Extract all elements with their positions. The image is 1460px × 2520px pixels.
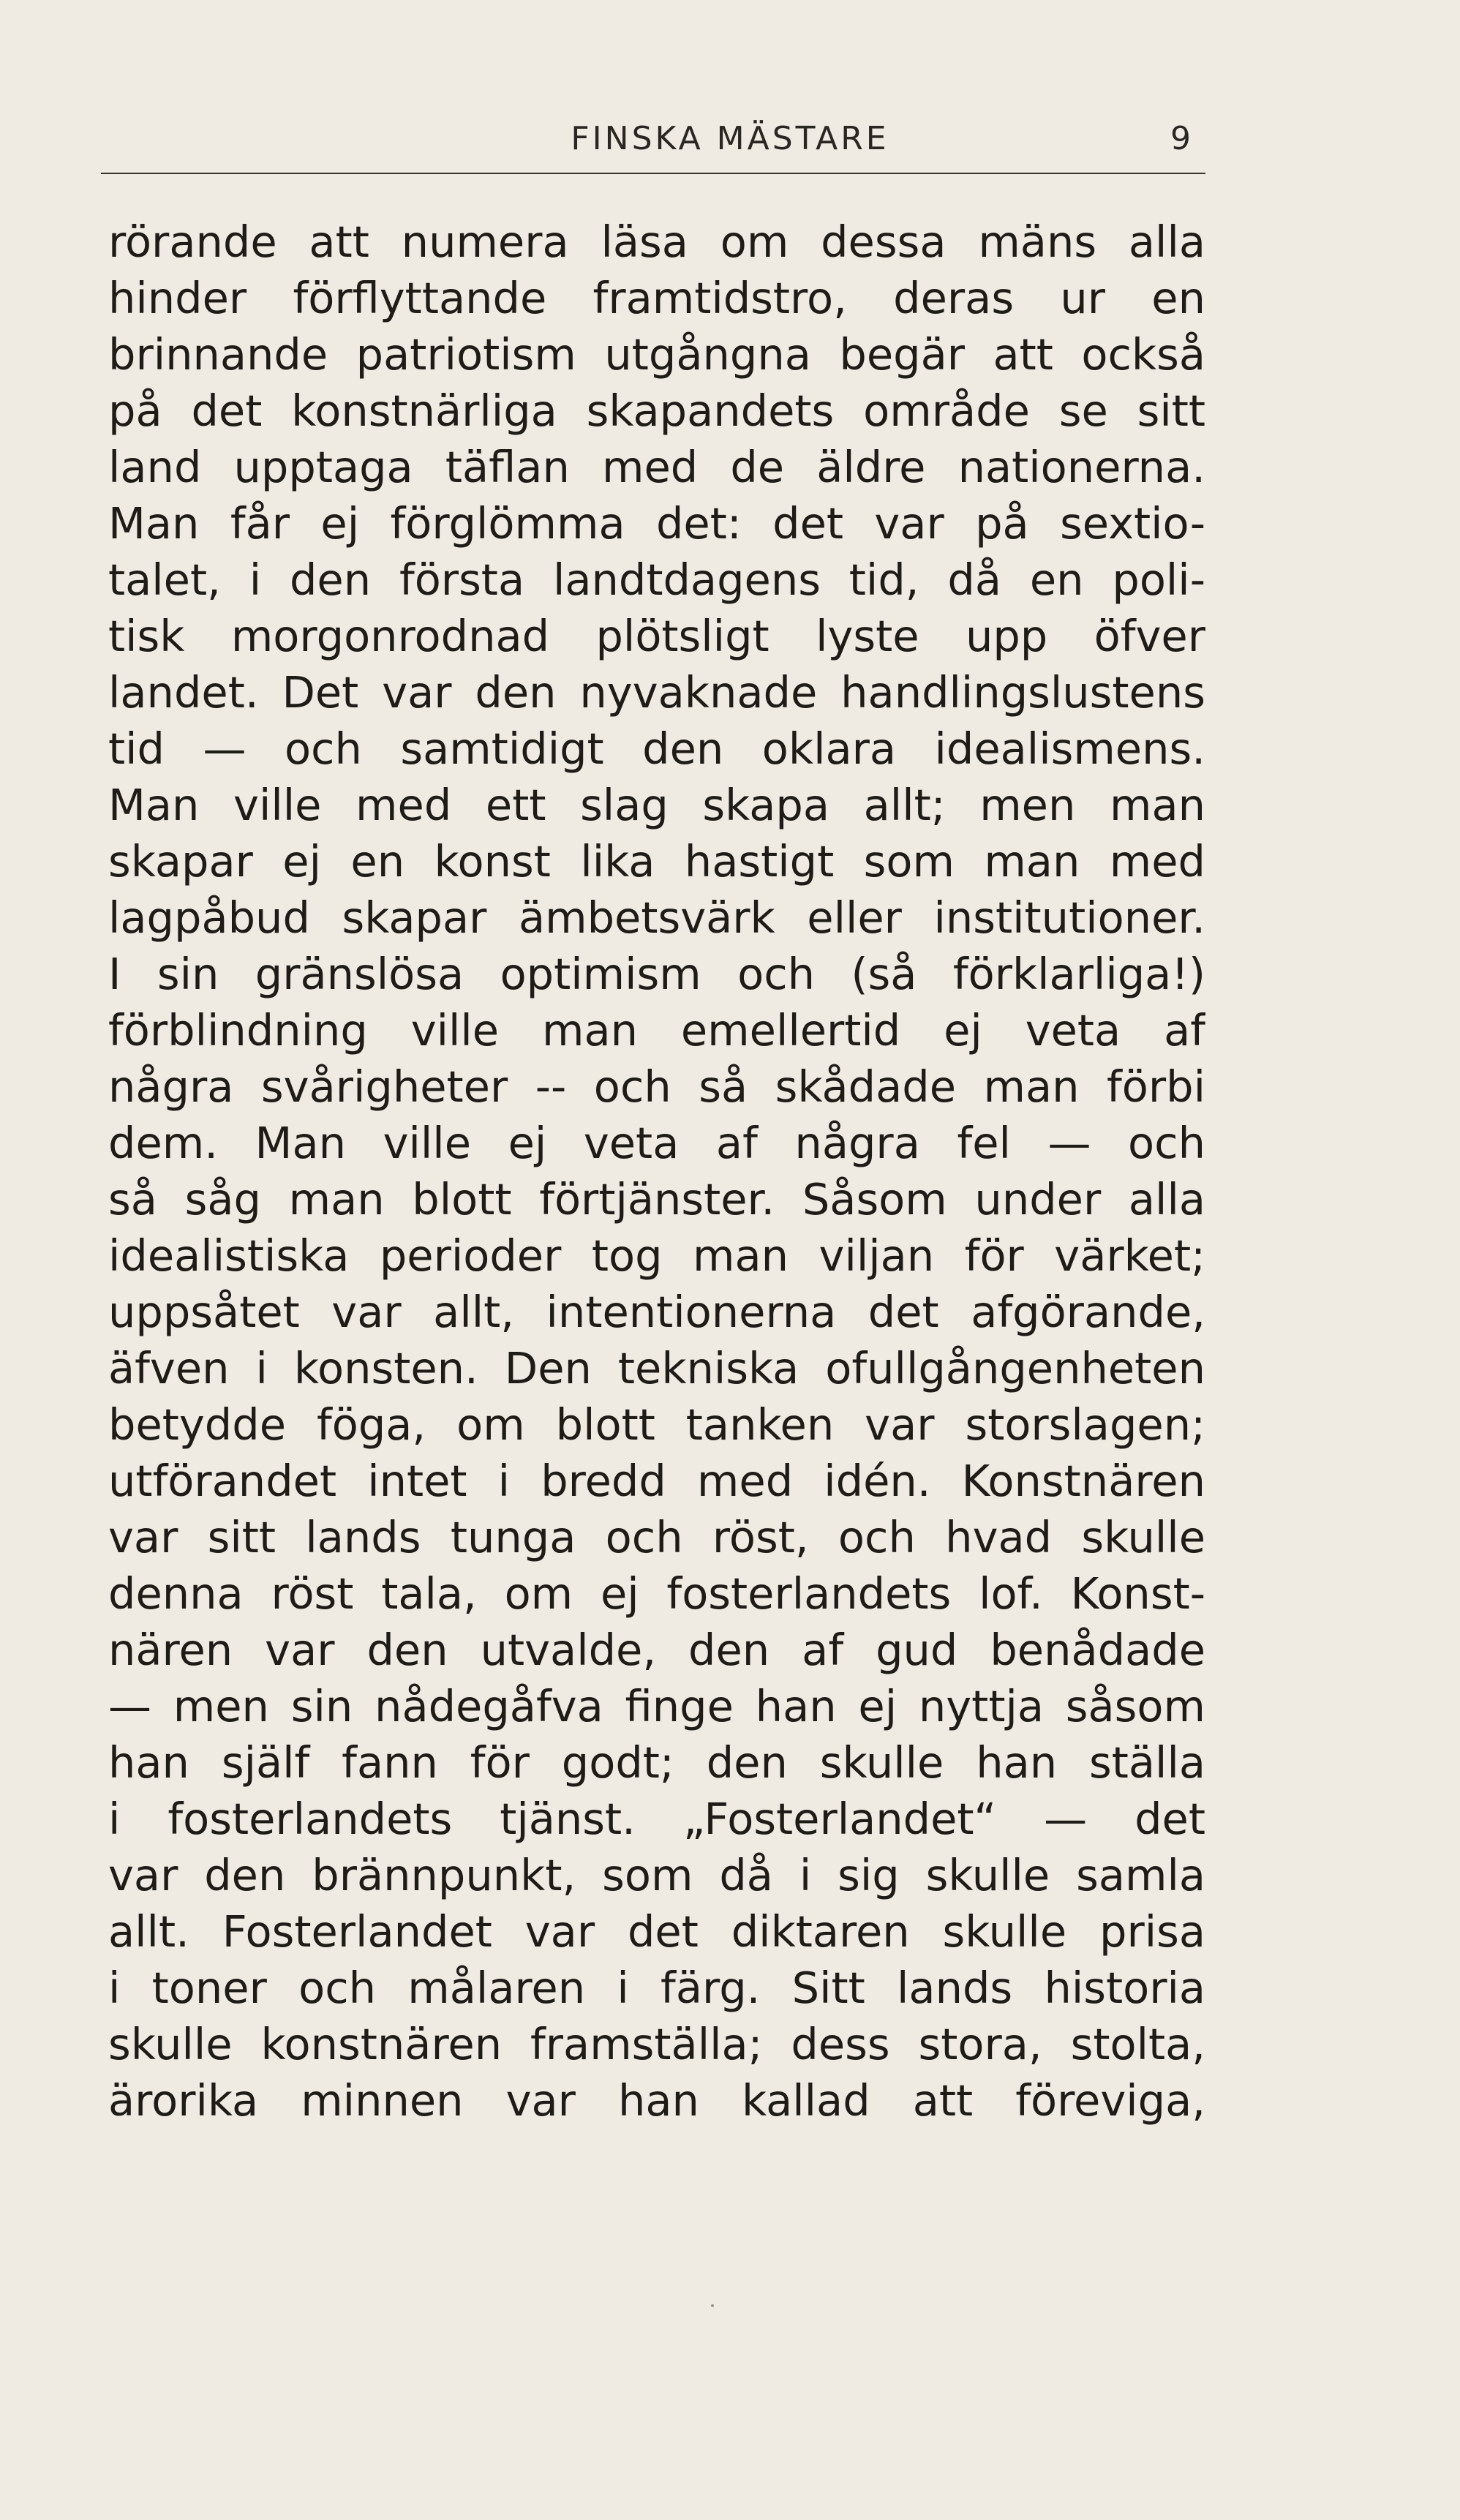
text-line: han själf fann för godt; den skulle han ställa	[108, 1737, 1205, 1788]
text-line: idealistiska perioder tog man viljan för värket;	[108, 1230, 1205, 1281]
text-line: nären var den utvalde, den af gud benådade	[108, 1625, 1205, 1675]
text-line: på det konstnärliga skapandets område se sitt	[108, 385, 1205, 436]
text-line: tid — och samtidigt den oklara idealismens.	[108, 723, 1205, 774]
text-line: lagpåbud skapar ämbetsvärk eller institutioner.	[108, 892, 1205, 943]
text-line: — men sin nådegåfva finge han ej nyttja såsom	[108, 1681, 1205, 1731]
text-line: talet, i den första landtdagens tid, då en poli-	[108, 554, 1205, 605]
text-line: skapar ej en konst lika hastigt som man med	[108, 836, 1205, 887]
running-header	[0, 110, 1460, 161]
running-title: FINSKA MÄSTARE	[571, 120, 889, 157]
text-line: Man får ej förglömma det: det var på sextio-	[108, 498, 1205, 549]
text-line: några svårigheter -- och så skådade man förbi	[108, 1061, 1205, 1112]
text-line: land upptaga täflan med de äldre nationerna.	[108, 442, 1205, 492]
text-line: äfven i konsten. Den tekniska ofullgångenheten	[108, 1343, 1205, 1393]
text-line: allt. Fosterlandet var det diktaren skulle prisa	[108, 1906, 1205, 1957]
text-line: hinder förflyttande framtidstro, deras ur en	[108, 273, 1205, 323]
text-line: I sin gränslösa optimism och (så förklarliga!)	[108, 949, 1205, 999]
text-line: var sitt lands tunga och röst, och hvad skulle	[108, 1512, 1205, 1562]
text-line: rörande att numera läsa om dessa mäns alla	[108, 217, 1205, 267]
paper-speck	[711, 2304, 714, 2307]
text-line: i fosterlandets tjänst. „Fosterlandet“ — det	[108, 1794, 1205, 1844]
text-line: dem. Man ville ej veta af några fel — och	[108, 1118, 1205, 1168]
text-line: utförandet intet i bredd med idén. Konstnären	[108, 1456, 1205, 1506]
text-line: brinnande patriotism utgångna begär att också	[108, 329, 1205, 380]
page-number: 9	[1170, 120, 1191, 157]
text-line: i toner och målaren i färg. Sitt lands historia	[108, 1963, 1205, 2013]
text-line: förblindning ville man emellertid ej veta af	[108, 1005, 1205, 1056]
text-line: denna röst tala, om ej fosterlandets lof. Konst-	[108, 1568, 1205, 1619]
text-line: tisk morgonrodnad plötsligt lyste upp öfver	[108, 611, 1205, 661]
text-line: uppsåtet var allt, intentionerna det afgörande,	[108, 1287, 1205, 1337]
text-line: var den brännpunkt, som då i sig skulle samla	[108, 1850, 1205, 1900]
text-line: ärorika minnen var han kallad att föreviga,	[108, 2075, 1205, 2126]
text-line: så såg man blott förtjänster. Såsom under alla	[108, 1174, 1205, 1225]
header-rule	[101, 173, 1205, 174]
text-line: betydde föga, om blott tanken var storslagen;	[108, 1399, 1205, 1450]
body-text	[108, 214, 1205, 2129]
text-line: Man ville med ett slag skapa allt; men man	[108, 780, 1205, 830]
text-line: skulle konstnären framställa; dess stora, stolta,	[108, 2019, 1205, 2069]
text-line: landet. Det var den nyvaknade handlingslustens	[108, 667, 1205, 718]
